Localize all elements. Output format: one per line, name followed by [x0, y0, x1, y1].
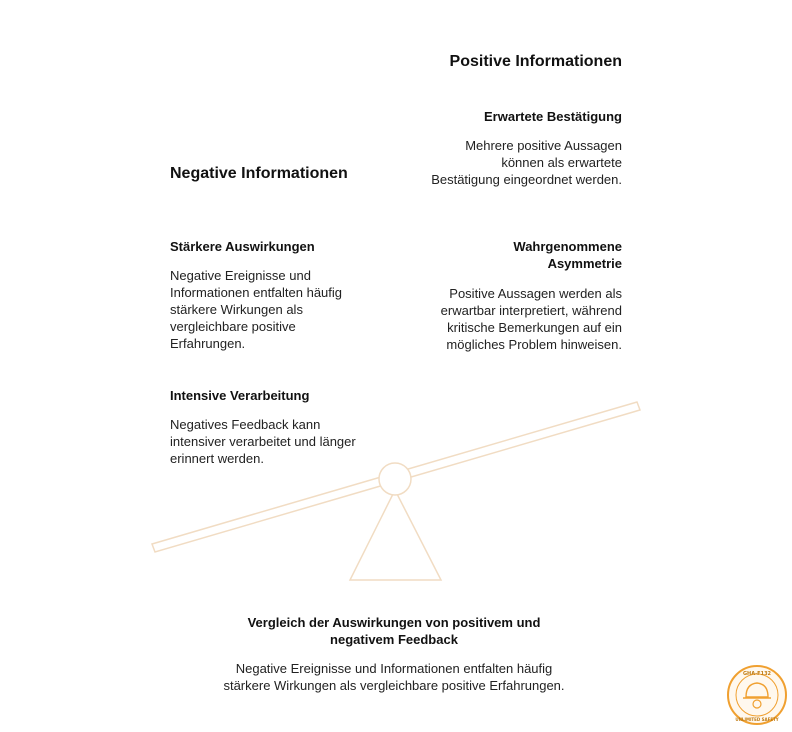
negative-section-title: Stärkere Auswirkungen [170, 239, 315, 254]
badge-top-text: GHA-F132 [742, 671, 772, 677]
negative-title: Negative Informationen [170, 165, 348, 182]
positive-section-title: Wahrgenommene Asymmetrie [513, 239, 622, 271]
seesaw-pivot [379, 463, 411, 495]
positive-section-text: Mehrere positive Aussagen können als erwartete Bestätigung eingeordnet werden. [431, 138, 622, 187]
badge-bottom-text: UNLIMITED SAFETY [735, 717, 779, 722]
safety-badge-logo [726, 664, 788, 726]
positive-section-text: Positive Aussagen werden als erwartbar interpretiert, während kritische Bemerkungen auf ein mögliches Problem hinweisen. [440, 286, 622, 352]
negative-section-title: Intensive Verarbeitung [170, 388, 310, 403]
positive-section-title: Erwartete Bestätigung [484, 109, 622, 124]
positive-title: Positive Informationen [449, 53, 622, 70]
summary-text: Negative Ereignisse und Informationen entfalten häufig stärkere Wirkungen als vergleichbare positive Erfahrungen. [223, 661, 565, 693]
negative-section-text: Negatives Feedback kann intensiver verarbeitet und länger erinnert werden. [170, 417, 356, 466]
negative-section-text: Negative Ereignisse und Informationen entfalten häufig stärkere Wirkungen als vergleichbare positive Erfahrungen. [170, 268, 343, 351]
summary-title: Vergleich der Auswirkungen von positivem und negativem Feedback [247, 615, 541, 647]
seesaw-fulcrum [350, 490, 441, 580]
